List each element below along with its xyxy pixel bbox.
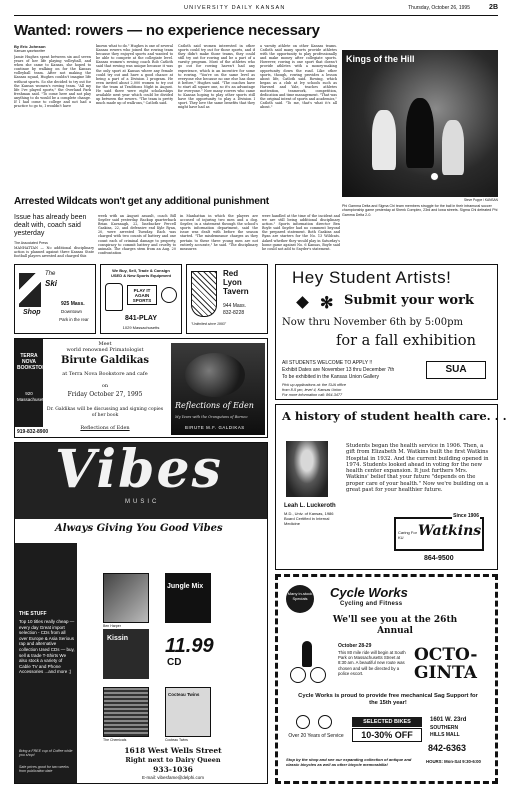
play-it-again-address: 1029 Massachusetts [122, 325, 160, 330]
specials-badge: Many in-stock Specials [286, 585, 314, 613]
ad-red-lyon [186, 264, 268, 334]
cd-cover [165, 687, 211, 737]
vibes-sidebar [15, 543, 77, 783]
vibes-stuff-title: THE STUFF [19, 611, 47, 617]
octoginta-part-2: GINTA [414, 663, 477, 683]
sua-logo: SUA [426, 361, 486, 379]
cd-label: Cocteau Twins [165, 738, 188, 742]
rowers-col-2: known what to do." Hughes is one of several Kansas rowers who joined the rowing team because they enjoyed sports and wanted to be able to compete at the collegiate level. Kansas women's rowing coach Rob Catloth said that rowing was unique because it was the only sport at Kansas where any female could try out and have a good chance at being a part of a Division I program. He even invited about 2,000 women to try out for the team at Traditions Night in August. He said there were eight scholarships available next year which could be divided up between the rowers. "The team is pretty much made up of walk-ons," Catloth said. [96, 44, 173, 106]
cd-cover [103, 687, 149, 737]
rowers-byline: By Eric Johnson [14, 44, 46, 49]
play-it-again-line-1: We Buy, Sell, Trade & Consign [112, 268, 170, 273]
vibes-header [15, 439, 267, 519]
vibes-landmark: Right next to Dairy Queen [125, 756, 221, 764]
rowers-col-1: Jamie Hughes spent between six and seven years of her life playing volleyball, and when she came to Kansas, she hoped to continue by walking on for the Kansas volleyball team. After not making the Kansas squad, Hughes couldn't imagine life without sports. So she decided to try out for the Kansas women's rowing team. "All my life I've played sports," the Overland Park freshman said. "To come here and not play anything to do would be a complete change. If I had come to college and not had a practice to go to, I wouldn't have [14, 55, 91, 109]
artists-all-welcome: All STUDENTS WELCOME TO APPLY !! [282, 360, 373, 366]
galdikas-on: on [101, 383, 109, 389]
ad-student-health [275, 404, 507, 570]
arrest-subheadline: Issue has already been dealt with, coach said yesterday [14, 214, 87, 237]
ball-icon [161, 287, 177, 303]
photo-caption: Phi Gamma Delta and Sigma Chi team members struggle for the ball in their intramural soccer championship game yesterday at Shenk Complex, 23rd and Iowa streets. Sigma Chi defeated Phi Gamma Delta 2-0. [342, 204, 498, 217]
skier-icon [19, 273, 41, 307]
play-it-again-line-2: USED & New Sports Equipment [110, 273, 171, 278]
galdikas-date: Friday October 27, 1995 [67, 391, 143, 398]
health-phone: 864-9500 [424, 555, 454, 562]
wheel-icon [310, 667, 326, 683]
terra-nova-logo: TERRA NOVA BOOKSTORE [17, 353, 50, 371]
play-it-again-phone: 841-PLAY [124, 315, 158, 322]
rowers-headline: Wanted: rowers — no experience necessary [14, 22, 320, 39]
cycle-see-you: We'll see you at the 26th Annual [332, 615, 458, 636]
vibes-price-unit: CD [167, 657, 182, 668]
ski-shop-name-2: Ski [45, 279, 58, 288]
cycle-address-3: HILLS MALL [430, 732, 460, 738]
vibes-phone: 933-1036 [153, 765, 193, 774]
galdikas-name: Birute Galdikas [61, 355, 149, 366]
doctor-credential-1: M.D., Univ. of Kansas, 1986 [284, 511, 334, 516]
ball-icon [430, 172, 439, 181]
red-lyon-name-1: Red [223, 269, 239, 278]
kissin-title: Kissin [107, 635, 129, 642]
cycle-date: October 28-29 [338, 643, 372, 649]
cycle-address-2: SOUTHERN [430, 725, 459, 731]
cycle-hours: HOURS: Mon-Sat 9:30-6:00 [426, 759, 481, 764]
orangutan-image [185, 353, 245, 397]
doctor-photo [286, 441, 328, 497]
player-silhouette [442, 120, 464, 175]
vibes-coffee-offer: Bring a FREE cup of Coffee while you shop! [19, 749, 73, 758]
artists-fall: for a fall exhibition [336, 333, 476, 349]
artists-submit: Submit your work [344, 293, 474, 308]
doctor-name: Leah L. Luckeroth [284, 503, 336, 509]
arrest-headline: Arrested Wildcats won't get any additional punishment [14, 196, 269, 207]
wheel-icon [318, 715, 332, 729]
cycle-phone: 842-6363 [428, 743, 467, 753]
rowers-article [14, 22, 339, 194]
kings-title: Kings of the Hill [346, 54, 415, 64]
health-title: A history of student health care. . . [282, 409, 507, 423]
octoginta-part-1: OCTO- [414, 645, 478, 665]
bicycle-icon [296, 715, 332, 729]
red-lyon-tag: "Unlimited since 1993" [191, 322, 226, 326]
watkins-caring: Caring For KU [398, 530, 417, 540]
cd-label: The Chemicals [103, 738, 127, 742]
ad-vibes [14, 439, 268, 784]
page-number: 2B [489, 4, 498, 11]
galdikas-signing: Dr. Galdikas will be discussing and signing copies of her book [46, 407, 164, 418]
arrest-source: The Associated Press [14, 241, 48, 245]
wheel-icon [290, 667, 306, 683]
artists-info: For more information call: 864-3477 [282, 393, 343, 397]
watkins-logo [394, 513, 484, 551]
cycle-works-sub: Cycling and Fitness [340, 601, 403, 607]
skate-icon [105, 283, 123, 311]
ad-student-artists [275, 264, 498, 400]
discount-banner: 10-30% OFF [352, 728, 422, 742]
player-silhouette [406, 98, 434, 168]
ad-cycle-works [275, 574, 498, 784]
jungle-mix-title: Jungle Mix [167, 583, 204, 590]
cycle-years: Over 20 Years of Service [288, 733, 344, 739]
ski-shop-parking: Park in the rear [59, 317, 89, 322]
vibes-stuff-body: Top 10 titles really cheap — every day Great import selection - CDs from all over Europe & Asia Serious rap and alternative collection Used CDs — buy, sell & trade T-Shirts We also stock a variety of Cable TV and Phone Accessories ...and more ;) [19, 619, 75, 675]
vibes-music: MUSIC [125, 499, 160, 505]
ad-ski-shop [14, 264, 96, 334]
rider-body [302, 641, 312, 667]
cycle-sag-support: Cycle Works is proud to provide free mechanical Sag Support for the 15th year! [298, 693, 478, 706]
kings-photo-block [342, 50, 498, 245]
book-cover-author: BIRUTE M.F. GALDIKAS [185, 425, 245, 430]
galdikas-meet: Meet [98, 341, 112, 347]
galdikas-book: Reflections of Eden [80, 425, 130, 431]
red-lyon-name-3: Tavern [223, 287, 249, 296]
cd-cover [165, 573, 211, 623]
book-cover [171, 343, 265, 435]
lion-crest-icon [191, 271, 217, 317]
terra-nova-phone: 919-832-8900 [17, 429, 49, 435]
book-cover-subtitle: My Years with the Orangutans of Borneo [175, 415, 248, 419]
ad-galdikas [14, 338, 268, 438]
rowers-col-3: Catloth said women interested in other sports could try out for those sports, and if they didn't make those teams, they could still try out for rowing and be a part of a varsity program. Most of the athletes who go out for rowing haven't had any experience, which is an incentive for some to rowing. "You're on the same level as everyone else because no one else has done it before," Hughes said. "The coaches have to start all square one, so it's an advantage for everyone." Now many rowers who came to Kansas hoping to play other sports still have the opportunity to play a Division I sport. They love the same benefits that they might have had as [178, 44, 255, 110]
wheel-icon [296, 715, 310, 729]
ad-play-it-again [100, 264, 182, 334]
cd-label: Ben Harper [103, 624, 121, 628]
book-cover-title: Reflections of Eden [175, 401, 254, 410]
cycle-works-name: Cycle Works [330, 585, 408, 600]
arrest-col-3: in Manhattan in which the players are accused of injuring two men and a dog. Snyder, in a statement through the school's sports information department, said the issue was dealt with before the season started. "The misdemeanor charges as they pertain to these three young men are not entirely accurate," he said. "The disciplinary measures [180, 214, 258, 251]
arrest-article [14, 196, 339, 256]
play-it-again-logo: PLAY IT AGAIN SPORTS [127, 285, 157, 305]
galdikas-location: at Terra Nova Bookstore and cafe [62, 371, 148, 377]
health-body: Students began the health service in 1906. Then, a gift from Elizabeth M. Watkins built the first Watkins Hospital in 1932. And the current building opened in 1974. Students looked ahead in voting for the new health center expansion. It just furthers Mrs. Watkins' belief that your future "depends on the proper care of your health." Now we're building on a great past for your healthier future. [346, 443, 489, 494]
cycle-address-1: 1601 W. 23rd [430, 717, 467, 723]
terra-nova-strip [15, 339, 50, 427]
artists-pick-up: Pick up applications at: the SUA office [282, 383, 347, 387]
cd-cover [103, 573, 149, 623]
artists-location: To be exhibited in the Kansas Union Gallery [282, 374, 380, 380]
arrest-col-4: were handled at the time of the incident and we are still being additional disciplinary action." Sports information director Ben Boyle said Snyder had no comment beyond the prepared statement. Both Gaskins and Ryan are starters for the No. 13 Wildcats. Asked whether they would play in Saturday's home game against No. 6 Kansas, Boyle said he could not add to Snyder's statement. [262, 214, 340, 251]
paper-name: UNIVERSITY DAILY KANSAN [184, 5, 286, 11]
arrest-col-2: week with an August assault, coach Bill Snyder said yesterday. Backup quarterback Brian Kavanagh, 22, linebacker Percell Gaskins, 22, and defensive end Kyle Ryan, 20, were arrested Tuesday. Each was charged with two counts of battery and one count each of criminal damage to property, conspiracy to commit battery and cruelty to animals. The charges stem from an Aug. 20 confrontation [98, 214, 176, 255]
cyclist-icon [290, 637, 326, 687]
cycle-collection-note: Stop by the shop and see our expanding collection of antique and classic bicycles as well as other bicycle memorabilia! [286, 757, 412, 767]
asterisk-icon: ✻ [320, 293, 334, 312]
vibes-tagline: Always Giving You Good Vibes [55, 523, 223, 534]
galdikas-world: world renowned Primatologist [66, 347, 144, 353]
artists-pick-up-hours: from 8-5 pm, level 4, Kansas Union [282, 388, 342, 392]
watkins-logo-name: Watkins [418, 523, 482, 539]
masthead [14, 2, 498, 16]
ski-shop-downtown: Downtown [61, 309, 83, 314]
arrest-col-1: MANHATTAN — No additional disciplinary action is planned against three Kansas State football players arrested and charged this [14, 246, 94, 258]
vibes-price: 11.99 [165, 635, 214, 657]
artists-hey: Hey Student Artists! [292, 268, 452, 287]
artists-exhibit-dates: Exhibit Dates are November 13 thru December 7th [282, 367, 395, 373]
red-lyon-name-2: Lyon [223, 278, 242, 287]
watkins-since: Since 1906 [453, 513, 479, 519]
cycle-ride-details: This 80 mile ride will begin at South Park on Massachusetts Street at 8:30 am. A beautiful new route was chosen and will be directed by a police escort. [338, 650, 406, 676]
vibes-sale-note: Sale prices good for two weeks from publication date [19, 765, 69, 774]
ski-shop-address: 925 Mass. [61, 301, 85, 307]
rowers-byline-role: Kansan sportswriter [14, 49, 45, 53]
selected-bikes-banner: SELECTED BIKES [352, 717, 422, 727]
rowers-col-4: a varsity athlete on other Kansas teams. Catloth said many sports provide athletes with the opportunity to play professionally and make money after collegiate sports. However, rowing is one sport that doesn't provide athletes with a money-making opportunity down the road. Like other sports, though, rowing provides a lesson about life, Catloth said. Rowing, which began as a club at Ivy schools such as Harvard and Yale, teaches athletes motivation, teamwork, competition, dedication and time management. "That was the original intent of sports and academics," Catloth said. "To me, that's what it's all about." [260, 44, 337, 110]
cocteau-twins-title: Cocteau Twins [168, 692, 200, 697]
red-lyon-phone: 832-8228 [223, 310, 245, 316]
ski-shop-name-1: The [45, 271, 56, 277]
terra-nova-address: 920 Massachusetts [17, 391, 48, 402]
vibes-address: 1618 West Wells Street [124, 746, 222, 755]
red-lyon-address: 944 Mass. [223, 303, 247, 309]
photo-credit: Steve Puppe / KANSAN [463, 198, 498, 202]
diamond-icon [296, 296, 309, 309]
doctor-credential-3: Medicine [284, 521, 301, 526]
vibes-email: E-mail: vibesfame@delphi.com [141, 775, 205, 780]
doctor-credential-2: Board Certified in Internal [284, 516, 330, 521]
soccer-photo [342, 50, 498, 197]
player-silhouette [372, 110, 396, 170]
artists-dates: Now thru November 6th by 5:00pm [282, 317, 464, 328]
ski-shop-name-3: Shop [23, 309, 41, 316]
issue-date: Thursday, October 26, 1995 [408, 5, 470, 11]
cd-cover [103, 629, 149, 679]
vibes-logo: Vibes [55, 439, 223, 500]
